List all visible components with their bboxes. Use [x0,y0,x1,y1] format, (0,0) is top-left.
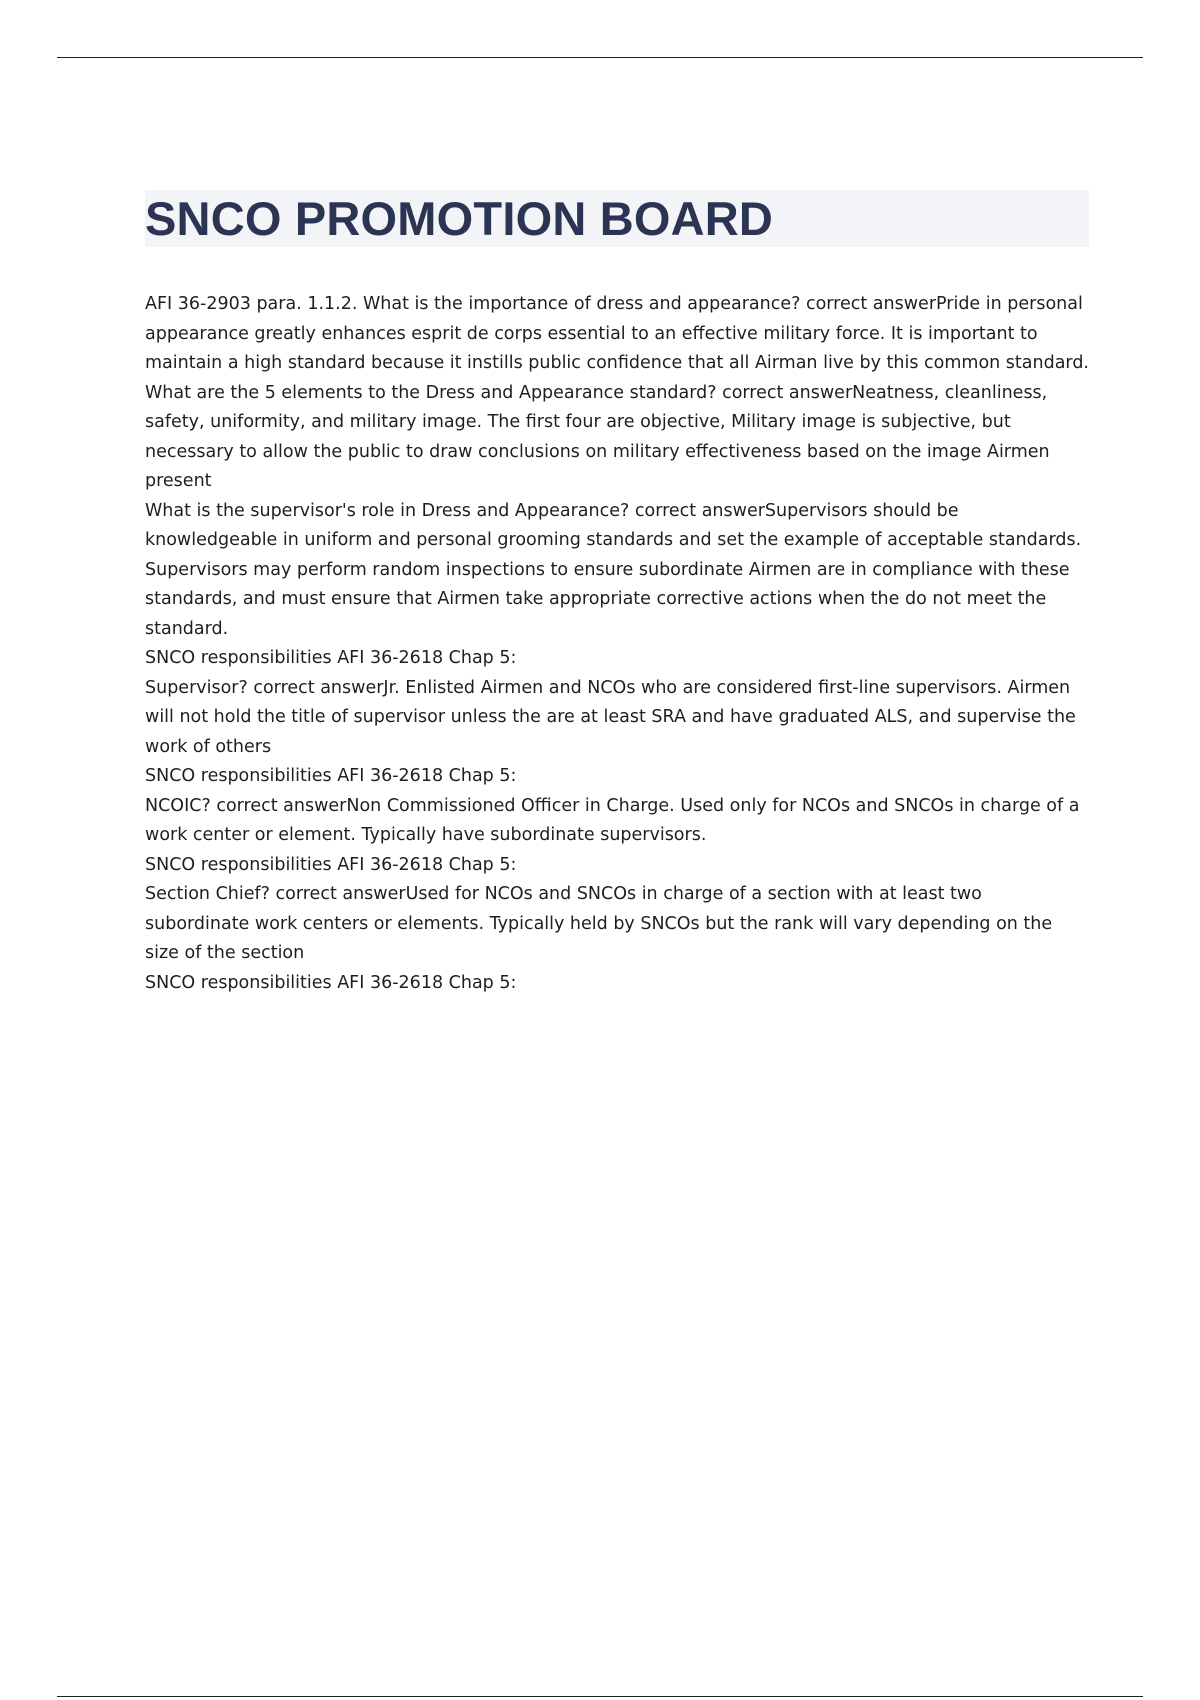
document-body [145,290,1090,998]
qa-item-section-chief: Section Chief? correct answerUsed for NCOs and SNCOs in charge of a section with at least two subordinate work centers or elements. Typically held by SNCOs but the rank will vary depending on the size of the section [145,884,1053,963]
qa-item-supervisor-role: What is the supervisor's role in Dress and Appearance? correct answerSupervisors should be knowledgeable in uniform and personal grooming standards and set the example of acceptable standards. Supervisors may perform random inspections to ensure subordinate Airmen are in compliance with these standards, and must ensure that Airmen take appropriate corrective actions when the do not meet the standard. [145,500,1082,639]
qa-item-dress-importance: AFI 36-2903 para. 1.1.2. What is the importance of dress and appearance? correct answerPride in personal appearance greatly enhances esprit de corps essential to an effective military force. It is important to maintain a high standard because it instills public confidence that all Airman live by this common standard. [145,294,1089,373]
header-rule [57,57,1143,58]
qa-item-ncoic: NCOIC? correct answerNon Commissioned Officer in Charge. Used only for NCOs and SNCOs in charge of a work center or element. Typically have subordinate supervisors. [145,795,1080,845]
section-label: SNCO responsibilities AFI 36-2618 Chap 5: [145,854,517,875]
section-label: SNCO responsibilities AFI 36-2618 Chap 5: [145,972,517,993]
footer-rule [57,1696,1143,1697]
section-label: SNCO responsibilities AFI 36-2618 Chap 5: [145,766,517,786]
qa-item-dress-elements: What are the 5 elements to the Dress and Appearance standard? correct answerNeatness, cleanliness, safety, uniformity, and military image. The first four are objective, Military image is subjective, but necessary to allow the public to draw conclusions on military effectiveness based on the image Airmen present [145,382,1050,491]
section-label: SNCO responsibilities AFI 36-2618 Chap 5: [145,648,517,668]
page-title: SNCO PROMOTION BOARD [145,192,774,245]
qa-item-supervisor: Supervisor? correct answerJr. Enlisted Airmen and NCOs who are considered first-line supervisors. Airmen will not hold the title of supervisor unless the are at least SRA and have graduated ALS, and supervise the work of others [145,677,1076,757]
